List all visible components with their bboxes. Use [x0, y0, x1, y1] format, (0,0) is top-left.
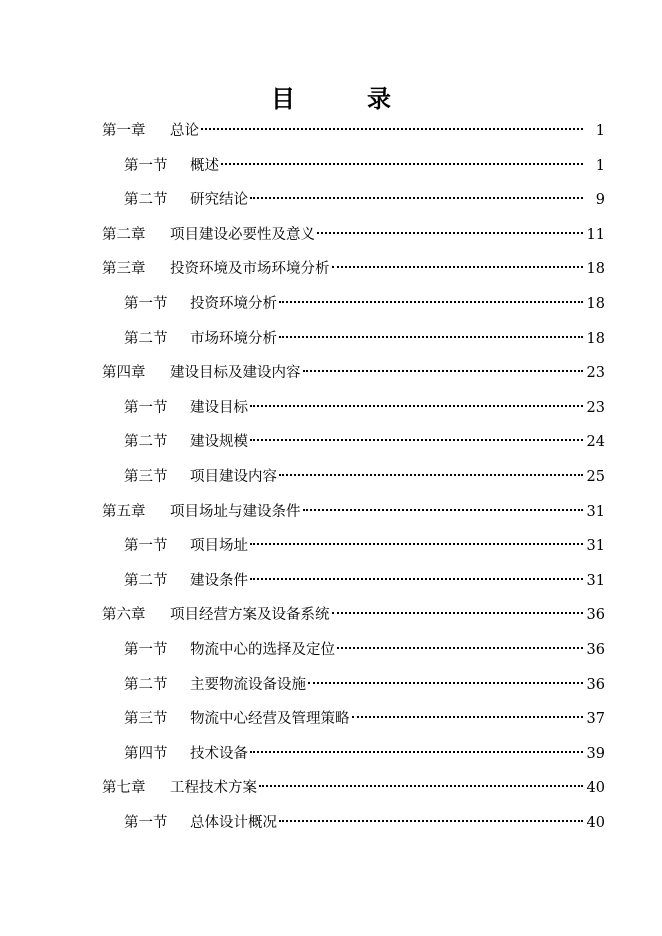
toc-dot-leader	[332, 612, 583, 614]
toc-entry-number: 第一章	[102, 123, 146, 139]
toc-entry-page-number: 37	[586, 711, 605, 728]
toc-entry-number: 第二节	[124, 192, 168, 209]
toc-dot-leader	[337, 647, 583, 649]
toc-entry-label	[124, 327, 277, 351]
toc-entry-title: 总论	[170, 123, 199, 139]
toc-entry-section[interactable]	[124, 465, 605, 489]
toc-entry-page-number: 18	[586, 296, 605, 312]
toc-entry-label	[124, 811, 277, 835]
toc-entry-label	[102, 361, 301, 385]
toc-dot-leader	[250, 578, 583, 580]
toc-entry-page-number: 24	[586, 434, 605, 451]
toc-entry-page-number: 25	[586, 469, 605, 485]
toc-entry-title: 市场环境分析	[190, 330, 277, 347]
toc-dot-leader	[352, 716, 583, 718]
toc-entry-chapter[interactable]	[102, 119, 605, 143]
toc-entry-label	[102, 776, 257, 800]
toc-entry-section[interactable]	[124, 742, 605, 766]
toc-entry-number: 第五章	[102, 503, 146, 520]
toc-entry-number: 第三节	[124, 469, 168, 485]
toc-entry-title: 项目建设内容	[190, 469, 277, 485]
toc-entry-number: 第一节	[124, 296, 168, 312]
toc-entry-section[interactable]	[124, 638, 605, 662]
toc-entry-label	[102, 223, 315, 247]
toc-entry-title: 投资环境分析	[190, 296, 277, 312]
toc-entry-page-number: 39	[586, 745, 605, 762]
toc-dot-leader	[250, 197, 583, 199]
toc-entry-page-number: 11	[586, 226, 605, 243]
toc-entry-section[interactable]	[124, 569, 605, 593]
toc-entry-number: 第二节	[124, 676, 168, 693]
toc-entry-page-number: 31	[586, 538, 605, 555]
toc-entry-chapter[interactable]	[102, 361, 605, 385]
toc-entry-section[interactable]	[124, 396, 605, 420]
toc-entry-page-number: 23	[586, 365, 605, 382]
toc-entry-title: 建设目标	[190, 399, 248, 416]
toc-dot-leader	[221, 163, 583, 165]
toc-entry-number: 第一节	[124, 642, 168, 658]
toc-entry-page-number: 40	[586, 780, 605, 797]
toc-entry-title: 主要物流设备设施	[190, 676, 306, 693]
toc-entry-number: 第三章	[102, 261, 146, 278]
toc-entry-page-number: 18	[586, 330, 605, 347]
toc-entry-title: 工程技术方案	[170, 780, 257, 797]
toc-entry-title: 物流中心经营及管理策略	[190, 711, 350, 728]
toc-entry-number: 第一节	[124, 538, 168, 555]
toc-entry-chapter[interactable]	[102, 223, 605, 247]
toc-dot-leader	[250, 405, 583, 407]
toc-entry-chapter[interactable]	[102, 776, 605, 800]
toc-entry-page-number: 31	[586, 572, 605, 589]
toc-dot-leader	[279, 820, 583, 822]
toc-dot-leader	[279, 301, 583, 303]
toc-dot-leader	[250, 751, 583, 753]
toc-entry-number: 第六章	[102, 607, 146, 624]
toc-entry-number: 第三节	[124, 711, 168, 728]
toc-dot-leader	[332, 266, 583, 268]
toc-dot-leader	[279, 336, 583, 338]
toc-entry-section[interactable]	[124, 534, 605, 558]
toc-entry-label	[124, 673, 306, 697]
toc-entry-label	[102, 500, 301, 524]
toc-entry-number: 第七章	[102, 780, 146, 797]
toc-entry-page-number: 1	[595, 157, 605, 174]
toc-dot-leader	[259, 785, 583, 787]
toc-entry-number: 第一节	[124, 399, 168, 416]
toc-entry-page-number: 31	[586, 503, 605, 520]
toc-entry-label	[124, 707, 350, 731]
toc-entry-page-number: 40	[586, 815, 605, 831]
toc-entry-number: 第四章	[102, 365, 146, 382]
toc-entry-page-number: 36	[586, 607, 605, 624]
toc-entry-title: 项目建设必要性及意义	[170, 226, 315, 243]
toc-entry-page-number: 18	[586, 261, 605, 278]
toc-entry-number: 第二节	[124, 434, 168, 451]
page-title: 目 录	[271, 84, 415, 113]
toc-entry-number: 第二章	[102, 226, 146, 243]
toc-dot-leader	[201, 128, 583, 130]
toc-entry-page-number: 9	[595, 192, 605, 209]
toc-entry-page-number: 36	[586, 676, 605, 693]
toc-dot-leader	[250, 439, 583, 441]
toc-entry-number: 第四节	[124, 745, 168, 762]
toc-dot-leader	[279, 474, 583, 476]
toc-entry-page-number: 1	[595, 123, 605, 139]
toc-entry-label	[124, 569, 248, 593]
toc-entry-label	[102, 119, 199, 143]
toc-entry-number: 第二节	[124, 572, 168, 589]
toc-entry-chapter[interactable]	[102, 500, 605, 524]
toc-entry-title: 总体设计概况	[190, 815, 277, 831]
toc-entry-section[interactable]	[124, 707, 605, 731]
toc-entry-section[interactable]	[124, 673, 605, 697]
toc-entry-chapter[interactable]	[102, 603, 605, 627]
toc-entry-section[interactable]	[124, 154, 605, 178]
toc-entry-section[interactable]	[124, 327, 605, 351]
toc-entry-title: 项目场址与建设条件	[170, 503, 301, 520]
toc-entry-title: 项目场址	[190, 538, 248, 555]
toc-dot-leader	[303, 370, 583, 372]
toc-entry-title: 研究结论	[190, 192, 248, 209]
toc-entry-title: 物流中心的选择及定位	[190, 642, 335, 658]
toc-entry-label	[124, 534, 248, 558]
toc-dot-leader	[250, 543, 583, 545]
toc-entry-title: 项目经营方案及设备系统	[170, 607, 330, 624]
toc-entry-label	[124, 154, 219, 178]
toc-entry-title: 建设目标及建设内容	[170, 365, 301, 382]
toc-entry-title: 投资环境及市场环境分析	[170, 261, 330, 278]
toc-entry-title: 建设规模	[190, 434, 248, 451]
toc-entry-label	[124, 430, 248, 454]
toc-entry-section[interactable]	[124, 188, 605, 212]
toc-entry-title: 技术设备	[190, 745, 248, 762]
toc-dot-leader	[303, 509, 583, 511]
toc-dot-leader	[308, 682, 583, 684]
toc-entry-number: 第一节	[124, 157, 168, 174]
toc-entry-section[interactable]	[124, 811, 605, 835]
toc-entry-section[interactable]	[124, 292, 605, 316]
toc-entry-label	[124, 742, 248, 766]
toc-entry-number: 第一节	[124, 815, 168, 831]
toc-entry-page-number: 23	[586, 399, 605, 416]
toc-dot-leader	[317, 232, 583, 234]
toc-entry-section[interactable]	[124, 430, 605, 454]
toc-entry-label	[124, 465, 277, 489]
toc-entry-page-number: 36	[586, 642, 605, 658]
toc-entry-label	[124, 638, 335, 662]
toc-entry-label	[124, 396, 248, 420]
toc-entry-label	[102, 257, 330, 281]
toc-entry-label	[102, 603, 330, 627]
toc-entry-title: 建设条件	[190, 572, 248, 589]
toc-entry-label	[124, 292, 277, 316]
toc-entry-number: 第二节	[124, 330, 168, 347]
toc-entry-chapter[interactable]	[102, 257, 605, 281]
toc-entry-label	[124, 188, 248, 212]
toc-entry-title: 概述	[190, 157, 219, 174]
